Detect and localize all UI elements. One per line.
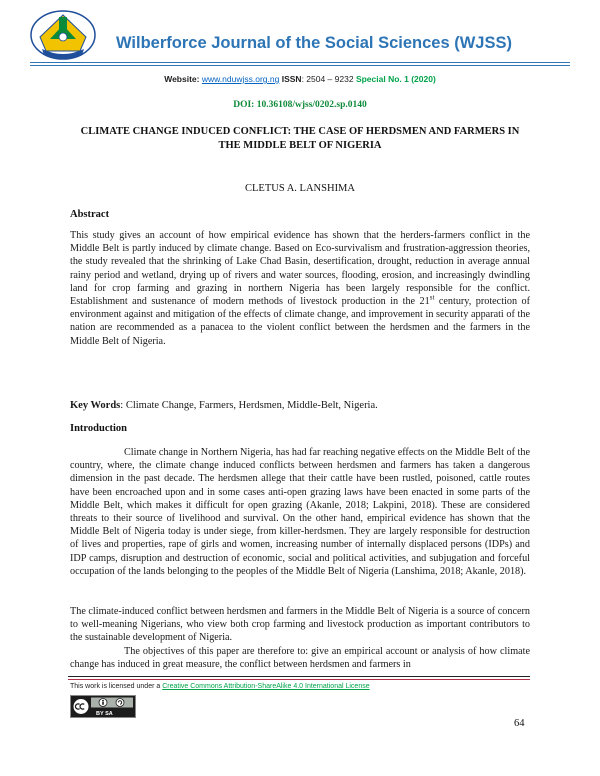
creative-commons-badge[interactable] xyxy=(70,695,136,718)
license-line xyxy=(70,683,370,690)
keywords-text: : Climate Change, Farmers, Herdsmen, Middle-Belt, Nigeria. xyxy=(120,400,378,411)
special-issue-label: Special No. 1 (2020) xyxy=(355,74,436,84)
article-author: CLETUS A. LANSHIMA xyxy=(245,183,355,194)
journal-meta-line xyxy=(0,74,600,84)
introduction-paragraph-1 xyxy=(70,446,530,578)
article-title: CLIMATE CHANGE INDUCED CONFLICT: THE CASE OF HERDSMEN AND FARMERS IN THE MIDDLE BELT OF NIGERIA xyxy=(80,126,520,151)
abstract-text-part2: century, protection of environment against and mitigation of the effects of climate change, and improvement in security apparati of the nation are recommended as a panacea to the violent conflict between the herdsmen and the farmers in the Middle Belt of Nigeria. xyxy=(70,296,530,347)
doi[interactable]: DOI: 10.36108/wjss/0202.sp.0140 xyxy=(233,100,367,110)
header-rule-top xyxy=(30,62,570,63)
cc-by-sa-icon xyxy=(71,696,135,717)
abstract-superscript: st xyxy=(429,293,435,302)
header-rule-bottom xyxy=(30,65,570,66)
page-number: 64 xyxy=(514,718,525,729)
footer-rule-bottom xyxy=(68,679,530,680)
introduction-heading: Introduction xyxy=(70,423,127,434)
footer-rule-top xyxy=(68,676,530,677)
abstract-text-part1: This study gives an account of how empirical evidence has shown that the herders-farmers conflict in the Middle Belt is partly induced by climate change. Based on Eco-survivalism and frustration-aggression theories, the study revealed that the shrinking of Lake Chad Basin, desertification, drought, reduction in average annual rainy period and wetland, drying up of rivers and water sources, flooding, erosion, and increasingly dwindling land for crop farming and grazing in northern Nigeria has been largely responsible for the conflict. Establishment and sustenance of modern methods of livestock production in the 21 xyxy=(70,230,530,308)
cc-badge-label: BY SA xyxy=(96,711,113,717)
journal-title: Wilberforce Journal of the Social Sciences (WJSS) xyxy=(116,34,512,52)
license-prefix: This work is licensed under a xyxy=(70,683,161,690)
introduction-paragraph-3 xyxy=(70,645,530,671)
license-link[interactable]: Creative Commons Attribution-ShareAlike 4.0 International License xyxy=(162,683,370,690)
introduction-paragraph-3-text: The objectives of this paper are therefore to: give an empirical account or analysis of how climate change has induced in great measure, the conflict between herdsmen and farmers in xyxy=(70,646,530,671)
introduction-paragraph-1-text: Climate change in Northern Nigeria, has had far reaching negative effects on the Middle Belt of the country, where, the climate change induced conflicts between herdsmen and farmers has taken a dangerous dimension in the past decade. The herdsmen allege that their cattle have been rustled, poisoned, cattle routes have been encroached upon and in some cases anti-open grazing laws have been enacted in some parts of the Middle Belt, which makes it difficult for open grazing (Akanle, 2018; Lakpini, 2018). These are considered threats to their source of livelihood and survival. On the other hand, empirical evidence has shown that the Middle Belt of Nigeria today is under siege, from killer-herdsmen. They are largely responsible for destruction of lives and properties, rape of girls and women, increasing number of internally displaced persons (IDPs) and IDP camps, disruption and destruction of economic, social and political activities, and subjugation and forceful occupation of the lands belonging to the peoples of the Middle Belt of Nigeria (Lanshima, 2018; Akanle, 2018). xyxy=(70,447,530,577)
keywords-line xyxy=(70,400,530,411)
issn-value: : 2504 – 9232 xyxy=(301,74,354,84)
keywords-label: Key Words xyxy=(70,400,121,411)
abstract-heading: Abstract xyxy=(70,209,110,220)
journal-logo-icon xyxy=(28,7,98,61)
website-label: Website: xyxy=(164,74,200,84)
issn-label: ISSN xyxy=(281,74,302,84)
introduction-paragraph-2: The climate-induced conflict between herdsmen and farmers in the Middle Belt of Nigeria is a source of concern to well-meaning Nigerians, who view both crop farming and livestock production as important contributors to the sustainable development of Nigeria. xyxy=(70,606,530,644)
abstract-paragraph xyxy=(70,229,530,348)
website-link[interactable]: www.nduwjss.org.ng xyxy=(201,74,280,84)
